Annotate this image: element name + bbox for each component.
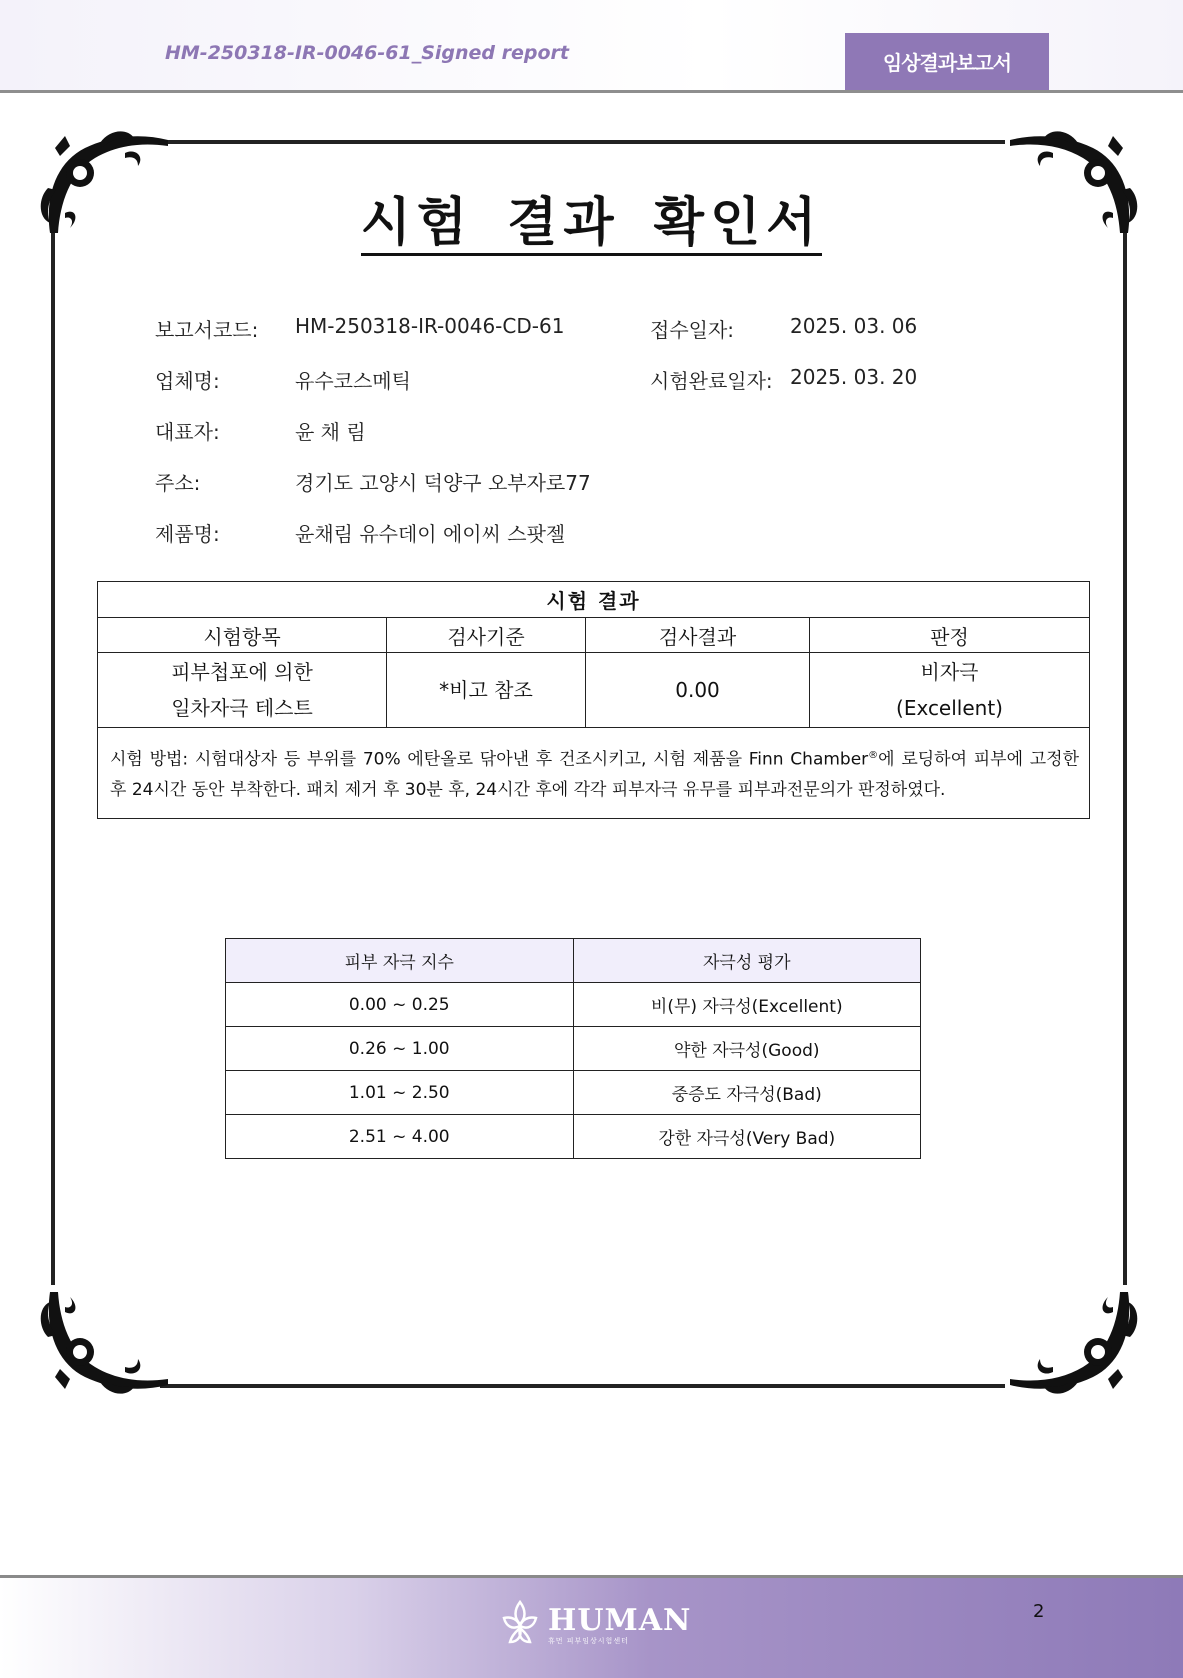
frame-left-line [51, 225, 55, 1285]
result-table-caption: 시험 결과 [98, 582, 1090, 618]
company-value: 유수코스메틱 [295, 369, 411, 393]
registered-mark: ® [868, 749, 879, 761]
table-row [226, 983, 921, 1027]
ornament-corner-icon [40, 1282, 175, 1397]
test-result-table [97, 581, 1090, 819]
table-row [226, 1071, 921, 1115]
header-rating: 자극성 평가 [573, 939, 921, 983]
logo-wordmark: HUMAN [548, 1603, 692, 1638]
human-logo [500, 1598, 691, 1654]
certificate-title [0, 180, 1183, 255]
title-text: 시험 결과 확인서 [361, 193, 823, 256]
report-code-value: HM-250318-IR-0046-CD-61 [295, 314, 565, 338]
address-value: 경기도 고양시 덕양구 오부자로77 [295, 471, 591, 495]
table-row [226, 1027, 921, 1071]
company-label: 업체명: [155, 369, 220, 393]
rating-cell: 비(무) 자극성(Excellent) [573, 983, 921, 1027]
table-row [98, 653, 1090, 728]
range-cell: 0.26 ~ 1.00 [226, 1027, 574, 1071]
header-test-item: 시험항목 [98, 618, 387, 653]
frame-right-line [1123, 225, 1127, 1285]
range-cell: 1.01 ~ 2.50 [226, 1071, 574, 1115]
irritation-scale-table [225, 938, 921, 1159]
range-cell: 2.51 ~ 4.00 [226, 1115, 574, 1159]
report-type-badge: 임상결과보고서 [845, 33, 1049, 90]
rating-cell: 약한 자극성(Good) [573, 1027, 921, 1071]
test-item-cell [98, 653, 387, 728]
header-criteria: 검사기준 [387, 618, 586, 653]
frame-bottom-line [160, 1384, 1005, 1388]
product-value: 윤채림 유수데이 에이씨 스팟젤 [295, 522, 566, 546]
judgment-line: 비자극 [920, 660, 979, 684]
address-label: 주소: [155, 471, 201, 495]
page-header [0, 0, 1183, 93]
criteria-cell: *비고 참조 [387, 653, 586, 728]
judgment-cell [810, 653, 1090, 728]
completion-date-value: 2025. 03. 20 [790, 365, 918, 389]
product-label: 제품명: [155, 522, 220, 546]
ceo-label: 대표자: [155, 420, 220, 444]
table-row [226, 1115, 921, 1159]
method-text-part: 시험 방법: 시험대상자 등 부위를 70% 에탄올로 닦아낸 후 건조시키고, 시험 제품을 Finn Chamber [110, 749, 869, 770]
ceo-value: 윤 채 림 [295, 420, 366, 444]
table-header-row [98, 618, 1090, 653]
test-method-text [98, 728, 1090, 819]
range-cell: 0.00 ~ 0.25 [226, 983, 574, 1027]
receipt-date-label: 접수일자: [650, 318, 735, 342]
logo-subtitle: 휴먼 피부임상시험센터 [548, 1637, 629, 1645]
test-item-line: 피부첩포에 의한 [171, 660, 313, 684]
report-code-label: 보고서코드: [155, 318, 259, 342]
result-cell: 0.00 [586, 653, 810, 728]
frame-top-line [160, 140, 1005, 144]
completion-date-label: 시험완료일자: [650, 369, 773, 393]
test-item-line: 일차자극 테스트 [171, 696, 313, 720]
judgment-line: (Excellent) [896, 696, 1003, 720]
ornament-corner-icon [1003, 1282, 1138, 1397]
rating-cell: 강한 자극성(Very Bad) [573, 1115, 921, 1159]
header-index: 피부 자극 지수 [226, 939, 574, 983]
method-text-part: 에 로딩하여 피부에 고정한 후 24시간 동안 부착한다. 패치 제거 후 30분 후, 24시간 후에 각각 피부자극 유무를 피부과전문의가 판정하였다. [110, 749, 1080, 801]
receipt-date-value: 2025. 03. 06 [790, 314, 918, 338]
table-header-row [226, 939, 921, 983]
rating-cell: 중증도 자극성(Bad) [573, 1071, 921, 1115]
flower-logo-icon [500, 1598, 540, 1654]
document-id: HM-250318-IR-0046-61_Signed report [165, 42, 569, 64]
page-number: 2 [1033, 1601, 1045, 1622]
header-judgment: 판정 [810, 618, 1090, 653]
header-result: 검사결과 [586, 618, 810, 653]
